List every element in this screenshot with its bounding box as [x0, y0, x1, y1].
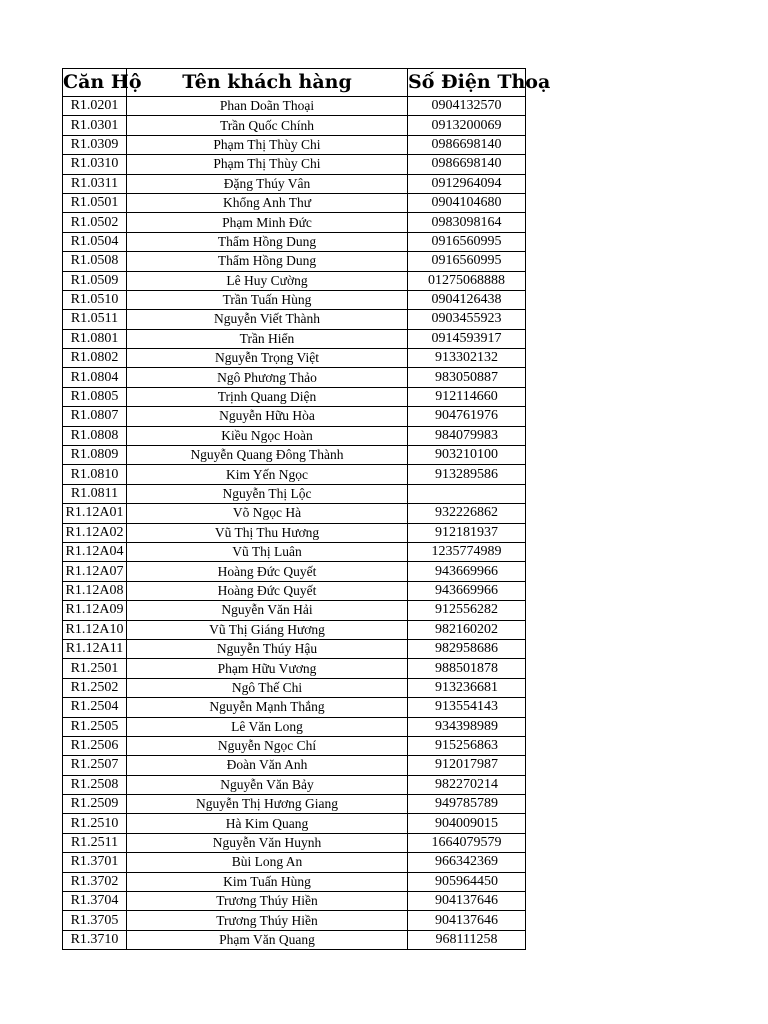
phone-cell: 0904126438 [408, 290, 526, 309]
apartment-cell: R1.2502 [63, 678, 127, 697]
apartment-cell: R1.2506 [63, 736, 127, 755]
table-row [63, 465, 526, 484]
phone-cell: 912017987 [408, 756, 526, 775]
phone-cell: 0983098164 [408, 213, 526, 232]
customer-name-cell: Kiều Ngọc Hoàn [127, 426, 408, 445]
customer-name-cell: Phạm Minh Đức [127, 213, 408, 232]
table-row [63, 930, 526, 949]
customer-name-cell: Nguyễn Văn Huynh [127, 833, 408, 852]
customer-name-cell: Vũ Thị Giáng Hương [127, 620, 408, 639]
phone-cell: 904761976 [408, 407, 526, 426]
customer-name-cell: Ngô Phương Thảo [127, 368, 408, 387]
customer-name-cell: Kim Tuấn Hùng [127, 872, 408, 891]
customer-name-cell: Nguyễn Văn Hải [127, 601, 408, 620]
phone-cell: 943669966 [408, 581, 526, 600]
phone-cell: 0903455923 [408, 310, 526, 329]
phone-cell: 01275068888 [408, 271, 526, 290]
phone-cell: 1235774989 [408, 542, 526, 561]
header-row [63, 69, 526, 97]
table-row [63, 329, 526, 348]
customer-name-cell: Phạm Thị Thùy Chi [127, 135, 408, 154]
apartment-cell: R1.0802 [63, 349, 127, 368]
customer-name-cell: Nguyễn Mạnh Thắng [127, 698, 408, 717]
customer-name-cell: Thẩm Hồng Dung [127, 232, 408, 251]
customer-name-cell: Phan Doãn Thoại [127, 97, 408, 116]
customer-name-cell: Nguyễn Ngọc Chí [127, 736, 408, 755]
apartment-cell: R1.2510 [63, 814, 127, 833]
table-row [63, 426, 526, 445]
apartment-cell: R1.12A07 [63, 562, 127, 581]
phone-cell: 0914593917 [408, 329, 526, 348]
apartment-cell: R1.0808 [63, 426, 127, 445]
table-row [63, 97, 526, 116]
apartment-cell: R1.0309 [63, 135, 127, 154]
apartment-cell: R1.2504 [63, 698, 127, 717]
customer-name-cell: Lê Văn Long [127, 717, 408, 736]
header-apartment: Căn Hộ [63, 69, 127, 97]
apartment-cell: R1.3701 [63, 853, 127, 872]
phone-cell: 904009015 [408, 814, 526, 833]
apartment-cell: R1.0809 [63, 446, 127, 465]
table-row [63, 213, 526, 232]
phone-cell: 0904132570 [408, 97, 526, 116]
apartment-cell: R1.0502 [63, 213, 127, 232]
table-row [63, 368, 526, 387]
table-row [63, 736, 526, 755]
phone-cell: 913554143 [408, 698, 526, 717]
table-row [63, 193, 526, 212]
phone-cell: 982958686 [408, 639, 526, 658]
table-row [63, 620, 526, 639]
apartment-cell: R1.3704 [63, 892, 127, 911]
phone-cell: 915256863 [408, 736, 526, 755]
apartment-cell: R1.0510 [63, 290, 127, 309]
customer-name-cell: Trương Thúy Hiền [127, 892, 408, 911]
table-row [63, 310, 526, 329]
customer-name-cell: Trần Quốc Chính [127, 116, 408, 135]
customer-name-cell: Nguyễn Trọng Việt [127, 349, 408, 368]
apartment-cell: R1.0805 [63, 387, 127, 406]
phone-cell: 943669966 [408, 562, 526, 581]
table-row [63, 814, 526, 833]
header-phone: Số Điện Thoạ [408, 69, 526, 97]
phone-cell: 932226862 [408, 504, 526, 523]
table-row [63, 407, 526, 426]
phone-cell: 912556282 [408, 601, 526, 620]
customer-name-cell: Nguyễn Thúy Hậu [127, 639, 408, 658]
table-row [63, 911, 526, 930]
apartment-cell: R1.12A11 [63, 639, 127, 658]
table-row [63, 446, 526, 465]
table-row [63, 853, 526, 872]
apartment-cell: R1.0509 [63, 271, 127, 290]
customer-name-cell: Vũ Thị Thu Hương [127, 523, 408, 542]
apartment-cell: R1.0301 [63, 116, 127, 135]
phone-cell: 0916560995 [408, 252, 526, 271]
phone-cell: 0904104680 [408, 193, 526, 212]
phone-cell: 949785789 [408, 795, 526, 814]
apartment-cell: R1.2505 [63, 717, 127, 736]
customer-name-cell: Nguyễn Quang Đông Thành [127, 446, 408, 465]
table-row [63, 775, 526, 794]
customer-name-cell: Hoàng Đức Quyết [127, 562, 408, 581]
phone-cell: 904137646 [408, 911, 526, 930]
table-row [63, 387, 526, 406]
customer-name-cell: Kim Yến Ngọc [127, 465, 408, 484]
phone-cell: 913289586 [408, 465, 526, 484]
customer-name-cell: Phạm Thị Thùy Chi [127, 155, 408, 174]
table-row [63, 892, 526, 911]
table-row [63, 349, 526, 368]
table-row [63, 678, 526, 697]
customer-name-cell: Thẩm Hồng Dung [127, 252, 408, 271]
phone-cell: 912181937 [408, 523, 526, 542]
phone-cell: 903210100 [408, 446, 526, 465]
table-header [63, 69, 551, 97]
table-row [63, 833, 526, 852]
table-row [63, 504, 526, 523]
customer-name-cell: Nguyễn Thị Hương Giang [127, 795, 408, 814]
apartment-cell: R1.3705 [63, 911, 127, 930]
customer-name-cell: Vũ Thị Luân [127, 542, 408, 561]
apartment-cell: R1.12A08 [63, 581, 127, 600]
phone-cell: 988501878 [408, 659, 526, 678]
phone-cell: 983050887 [408, 368, 526, 387]
phone-cell: 982160202 [408, 620, 526, 639]
phone-cell: 1664079579 [408, 833, 526, 852]
apartment-cell: R1.2509 [63, 795, 127, 814]
table-row [63, 135, 526, 154]
table-row [63, 639, 526, 658]
customer-name-cell: Trịnh Quang Diện [127, 387, 408, 406]
apartment-cell: R1.12A10 [63, 620, 127, 639]
phone-cell: 904137646 [408, 892, 526, 911]
table-row [63, 174, 526, 193]
phone-cell: 913302132 [408, 349, 526, 368]
table-row [63, 484, 526, 503]
apartment-cell: R1.12A04 [63, 542, 127, 561]
apartment-cell: R1.2501 [63, 659, 127, 678]
phone-cell: 0912964094 [408, 174, 526, 193]
header-customer-name: Tên khách hàng [127, 69, 408, 97]
table-row [63, 581, 526, 600]
customer-name-cell: Hà Kim Quang [127, 814, 408, 833]
customer-name-cell: Nguyễn Văn Bảy [127, 775, 408, 794]
customer-name-cell: Đặng Thúy Vân [127, 174, 408, 193]
apartment-cell: R1.0807 [63, 407, 127, 426]
phone-cell: 0986698140 [408, 155, 526, 174]
phone-cell: 0913200069 [408, 116, 526, 135]
apartment-cell: R1.0804 [63, 368, 127, 387]
apartment-cell: R1.0811 [63, 484, 127, 503]
table-row [63, 271, 526, 290]
customer-table [62, 68, 551, 950]
table-row [63, 872, 526, 891]
apartment-cell: R1.2508 [63, 775, 127, 794]
customer-name-cell: Bùi Long An [127, 853, 408, 872]
apartment-cell: R1.0810 [63, 465, 127, 484]
phone-cell: 0986698140 [408, 135, 526, 154]
phone-cell: 968111258 [408, 930, 526, 949]
table-row [63, 252, 526, 271]
customer-name-cell: Đoàn Văn Anh [127, 756, 408, 775]
phone-cell: 0916560995 [408, 232, 526, 251]
phone-cell: 984079983 [408, 426, 526, 445]
apartment-cell: R1.0201 [63, 97, 127, 116]
customer-name-cell: Trần Hiển [127, 329, 408, 348]
apartment-cell: R1.12A02 [63, 523, 127, 542]
table-row [63, 795, 526, 814]
customer-name-cell: Hoàng Đức Quyết [127, 581, 408, 600]
apartment-cell: R1.2511 [63, 833, 127, 852]
table-row [63, 562, 526, 581]
apartment-cell: R1.0310 [63, 155, 127, 174]
table-body [63, 97, 526, 950]
apartment-cell: R1.0311 [63, 174, 127, 193]
customer-name-cell: Lê Huy Cường [127, 271, 408, 290]
customer-name-cell: Ngô Thế Chi [127, 678, 408, 697]
phone-cell: 913236681 [408, 678, 526, 697]
table-row [63, 601, 526, 620]
customer-name-cell: Khổng Anh Thư [127, 193, 408, 212]
phone-cell: 934398989 [408, 717, 526, 736]
table-row [63, 290, 526, 309]
table-row [63, 155, 526, 174]
customer-name-cell: Nguyễn Hữu Hòa [127, 407, 408, 426]
table-row [63, 542, 526, 561]
customer-name-cell: Phạm Văn Quang [127, 930, 408, 949]
table-row [63, 698, 526, 717]
customer-name-cell: Phạm Hữu Vương [127, 659, 408, 678]
apartment-cell: R1.0508 [63, 252, 127, 271]
table-row [63, 717, 526, 736]
table-row [63, 116, 526, 135]
apartment-cell: R1.2507 [63, 756, 127, 775]
phone-cell: 966342369 [408, 853, 526, 872]
apartment-cell: R1.3702 [63, 872, 127, 891]
customer-name-cell: Trương Thúy Hiền [127, 911, 408, 930]
customer-name-cell: Nguyễn Thị Lộc [127, 484, 408, 503]
apartment-cell: R1.3710 [63, 930, 127, 949]
customer-name-cell: Nguyễn Viết Thành [127, 310, 408, 329]
phone-cell [408, 484, 526, 503]
phone-cell: 905964450 [408, 872, 526, 891]
phone-cell: 912114660 [408, 387, 526, 406]
table-row [63, 523, 526, 542]
table-row [63, 659, 526, 678]
apartment-cell: R1.0511 [63, 310, 127, 329]
phone-cell: 982270214 [408, 775, 526, 794]
apartment-cell: R1.0501 [63, 193, 127, 212]
customer-name-cell: Trần Tuấn Hùng [127, 290, 408, 309]
table-row [63, 232, 526, 251]
apartment-cell: R1.12A09 [63, 601, 127, 620]
apartment-cell: R1.0801 [63, 329, 127, 348]
table-row [63, 756, 526, 775]
apartment-cell: R1.0504 [63, 232, 127, 251]
customer-name-cell: Võ Ngọc Hà [127, 504, 408, 523]
apartment-cell: R1.12A01 [63, 504, 127, 523]
